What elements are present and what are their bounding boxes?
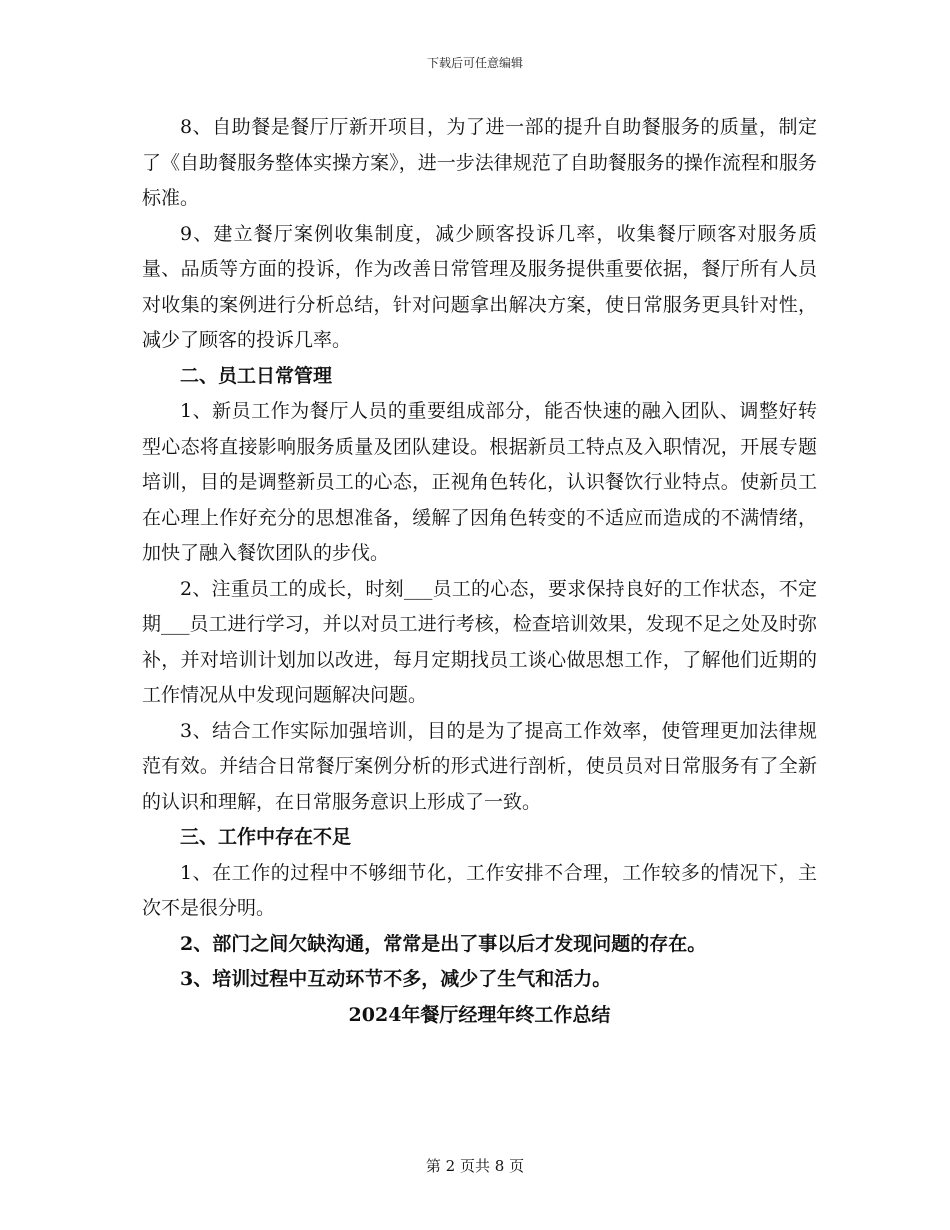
paragraph-shortcoming-2: 2、部门之间欠缺沟通，常常是出了事以后才发现问题的存在。 — [180, 932, 707, 955]
paragraph-new-employees: 1、新员工作为餐厅人员的重要组成部分，能否快速的融入团队、调整好转型心态将直接影响服务质量及团队建设。根据新员工特点及入职情况，开展专题培训，目的是调整新员工的心态，正视角色转化，认识餐饮行业特点。使新员工在心理上作好充分的思想准备，缓解了因角色转变的不适应而造成的不满情绪，加快了融入餐饮团队的步伐。 — [142, 400, 817, 564]
paragraph-shortcoming-3: 3、培训过程中互动环节不多，减少了生气和活力。 — [180, 968, 612, 990]
paragraph-shortcoming-1: 1、在工作的过程中不够细节化，工作安排不合理，工作较多的情况下，主次不是很分明。 — [142, 861, 817, 919]
paragraph-employee-growth: 2、注重员工的成长，时刻___员工的心态，要求保持良好的工作状态，不定期___员工进行学习，并以对员工进行考核，检查培训效果，发现不足之处及时弥补，并对培训计划加以改进，每月定期找员工谈心做思想工作，了解他们近期的工作情况从中发现问题解决问题。 — [142, 577, 817, 706]
section-heading-employee-management: 二、员工日常管理 — [180, 364, 333, 387]
paragraph-9: 9、建立餐厅案例收集制度，减少顾客投诉几率，收集餐厅顾客对服务质量、品质等方面的投诉，作为改善日常管理及服务提供重要依据，餐厅所有人员对收集的案例进行分析总结，针对问题拿出解决方案，使日常服务更具针对性，减少了顾客的投诉几率。 — [142, 222, 817, 351]
section-heading-shortcomings: 三、工作中存在不足 — [180, 826, 352, 848]
next-document-title: 2024年餐厅经理年终工作总结 — [348, 1003, 611, 1026]
paragraph-8: 8、自助餐是餐厅厅新开项目，为了进一部的提升自助餐服务的质量，制定了《自助餐服务整体实操方案》，进一步法律规范了自助餐服务的操作流程和服务标准。 — [142, 116, 817, 209]
page-footer: 第 2 页共 8 页 — [425, 1157, 525, 1175]
page-header: 下载后可任意编辑 — [426, 56, 523, 70]
document-body — [142, 110, 817, 1033]
paragraph-training: 3、结合工作实际加强培训，目的是为了提高工作效率，使管理更加法律规范有效。并结合日常餐厅案例分析的形式进行剖析，使员员对日常服务有了全新的认识和理解，在日常服务意识上形成了一致。 — [142, 719, 817, 813]
